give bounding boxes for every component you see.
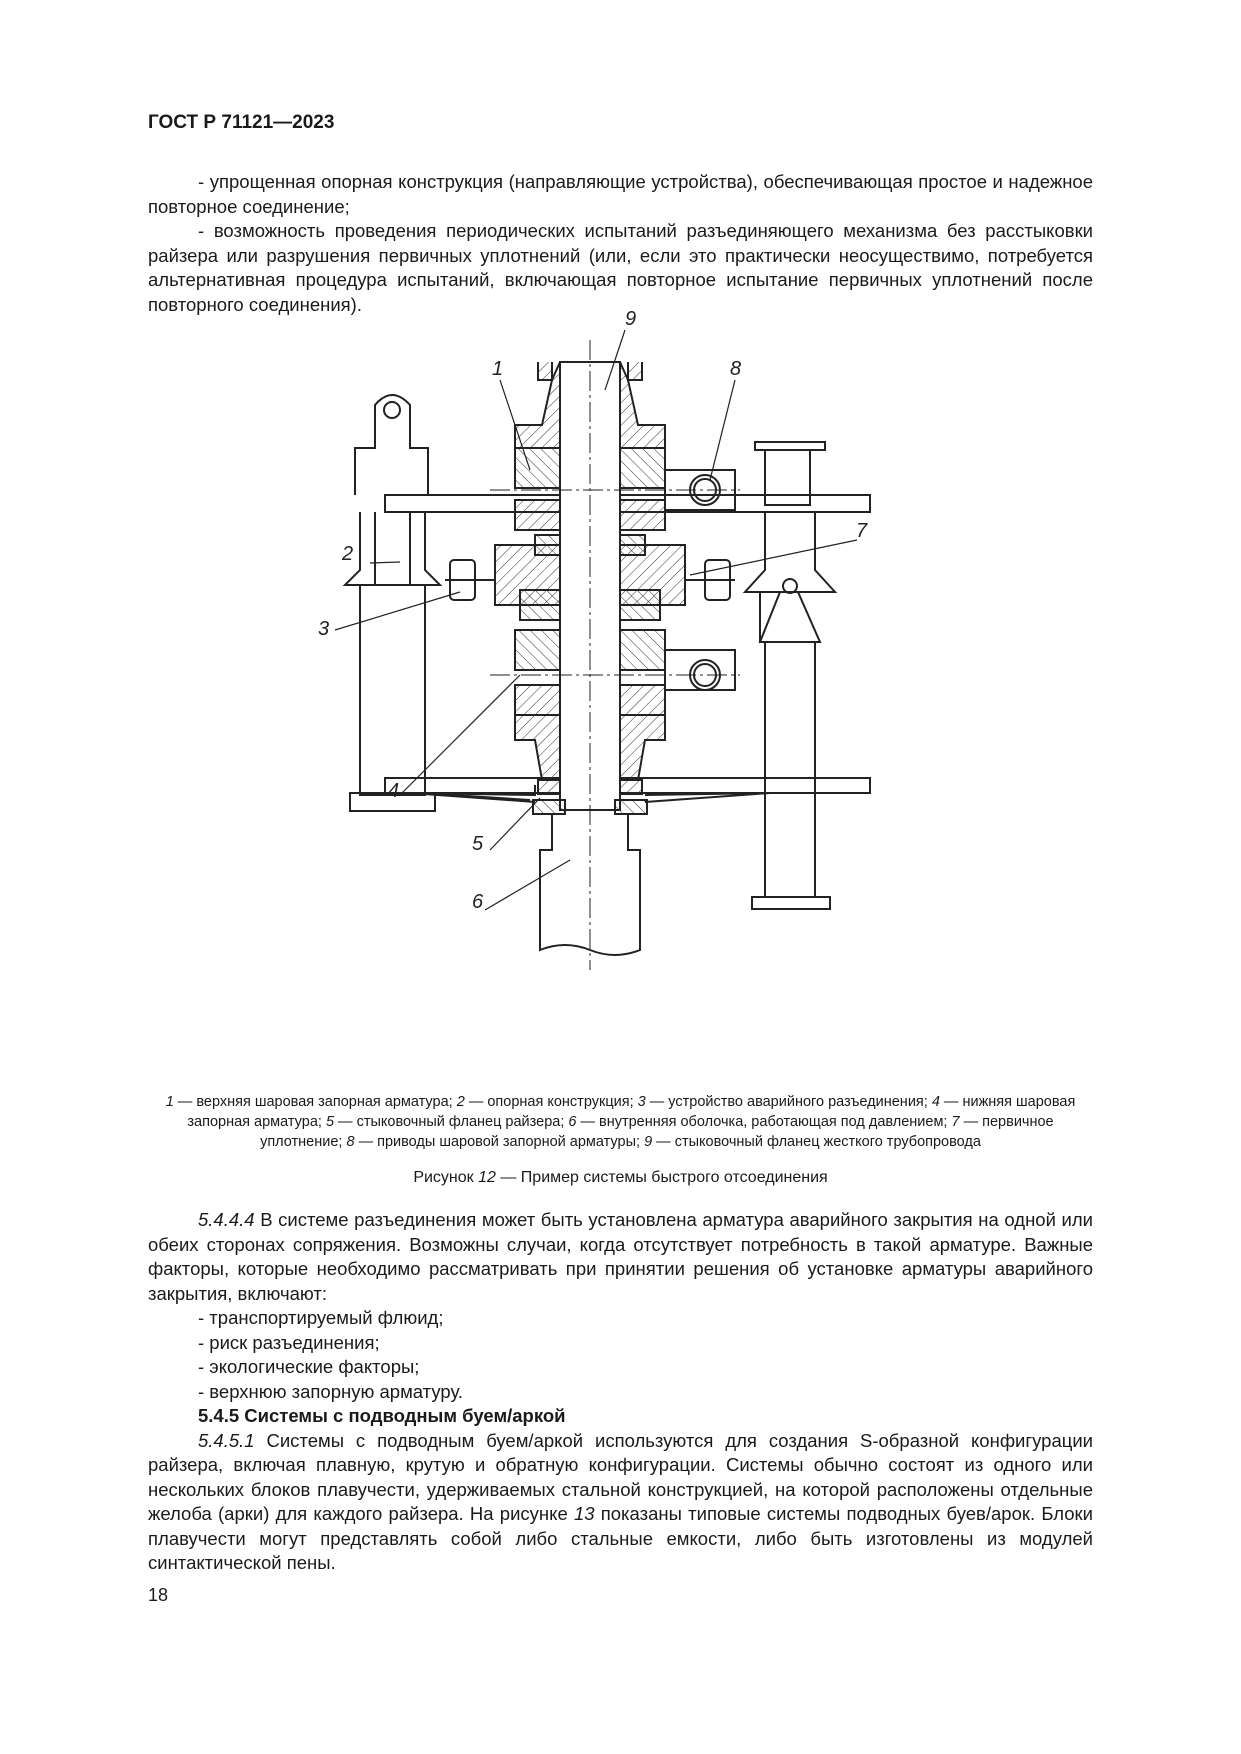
label-9: 9 <box>625 308 637 330</box>
list-item: - возможность проведения периодических испытаний разъединяющего механизма без расстыковки райзера или разрушения первичных уплотнений (или, если это практически неосуществимо, потребуется альтернативная процедура испытаний, включающая повторное испытание первичных уплотнений после повторного соединения). <box>148 220 1093 315</box>
list-item: - экологические факторы; <box>198 1356 420 1377</box>
quick-disconnect-system-drawing <box>318 308 940 1070</box>
section-heading-5-4-5: 5.4.5 Системы с подводным буем/аркой <box>198 1405 566 1426</box>
clause-number: 5.4.5.1 <box>198 1429 255 1451</box>
label-4: 4 <box>388 780 400 802</box>
top-list <box>148 170 1093 317</box>
label-3: 3 <box>318 618 330 640</box>
label-7: 7 <box>856 520 868 542</box>
list-item: - транспортируемый флюид; <box>198 1307 444 1328</box>
figure-title: Рисунок 12 — Пример системы быстрого отсоединения <box>413 1169 828 1186</box>
label-1: 1 <box>492 358 504 380</box>
label-2: 2 <box>342 543 354 565</box>
section-5-4-4-4: 5.4.4.4 В системе разъединения может быть установлена арматура аварийного закрытия на одной или обеих сторонах сопряжения. Возможны случаи, когда отсутствует потребность в такой арматуре. Важные факторы, которые необходимо рассматривать при принятии решения об установке арматуры аварийного закрытия, включают: - транспортируемый флюид; - риск разъединения; - экологические факторы; - верхнюю запорную арматуру. 5.4.5 Системы с подводным буем/аркой 5.4.5.1 Системы с подводным буем/аркой используются для создания S-образной конфигурации райзера, включая плавную, крутую и обратную конфигурации. Системы обычно состоят из одного или нескольких блоков плавучести, удерживаемых стальной конструкцией, на которой расположены отдельные желоба (арки) для каждого райзера. На рисунке 13 показаны типовые системы подводных буев/арок. Блоки плавучести могут представлять собой либо стальные емкости, либо быть изготовлены из модулей синтактической пены. <box>148 1209 1093 1573</box>
label-8: 8 <box>730 358 742 380</box>
label-5: 5 <box>472 833 484 855</box>
document-code-header: ГОСТ Р 71121—2023 <box>148 112 335 133</box>
list-item: - риск разъединения; <box>198 1331 380 1353</box>
list-item: - верхнюю запорную арматуру. <box>198 1380 464 1402</box>
figure-legend: 1 — верхняя шаровая запорная арматура; 2 — опорная конструкция; 3 — устройство аварийного разъединения; 4 — нижняя шаровая запорная арматура; 5 — стыковочный фланец райзера; 6 — внутренняя оболочка, работающая под давлением; 7 — первичное уплотнение; 8 — приводы шаровой запорной арматуры; 9 — стыковочный фланец жесткого трубопровода <box>165 1094 1076 1150</box>
label-6: 6 <box>472 891 484 913</box>
list-item: - упрощенная опорная конструкция (направляющие устройства), обеспечивающая простое и надежное повторное соединение; <box>148 171 1093 217</box>
page-number: 18 <box>148 1585 169 1605</box>
clause-number: 5.4.4.4 <box>198 1209 255 1230</box>
